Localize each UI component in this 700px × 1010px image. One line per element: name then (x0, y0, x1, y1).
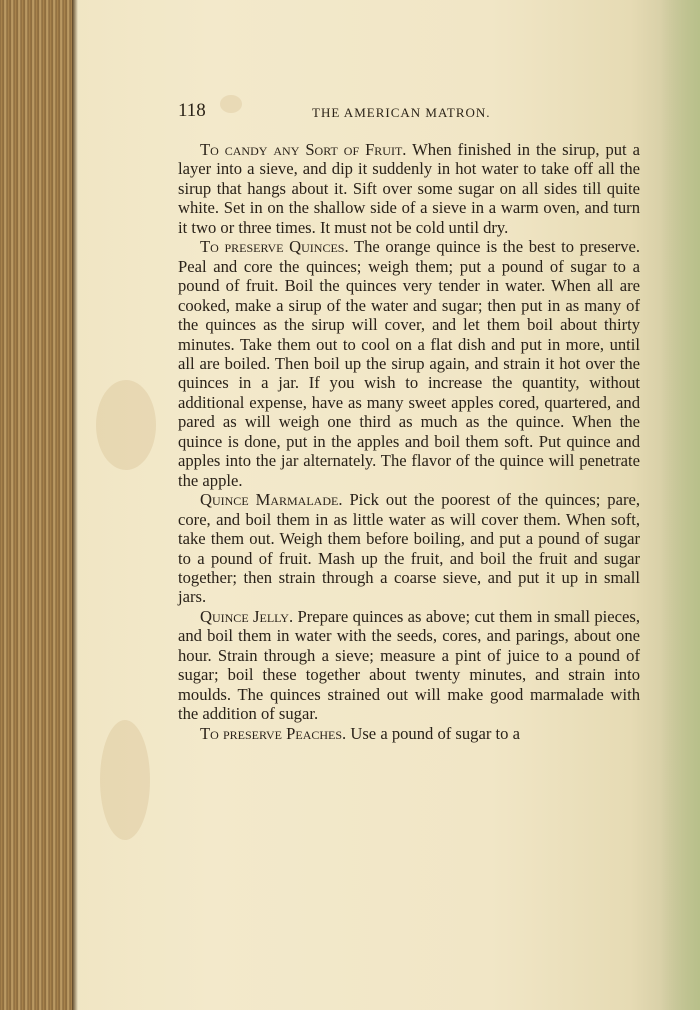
recipe-paragraph (178, 140, 640, 237)
recipe-text: Use a pound of sugar to a (350, 723, 520, 743)
recipe-heading: Quince Jelly. (200, 606, 294, 626)
page-edge-right (660, 0, 700, 1010)
recipe-text: The orange quince is the best to preserve. Peal and core the quinces; weigh them; put a pound of sugar to a pound of fruit. Boil the quinces very tender in water. When all are cooked, make a sirup of the water and sugar; then put in as many of the quinces as the sirup will cover, and let them boil about thirty minutes. Take them out to cool on a flat dish and put in more, until all are boiled. Then boil up the sirup again, and strain it hot over the quinces in a jar. If you wish to increase the quantity, without additional expense, have as many sweet apples cored, quartered, and pared as will weigh one third as much as the quince. When the quince is done, put in the apples and boil them soft. Put quince and apples into the jar alternately. The flavor of the quince will penetrate the apple. (178, 237, 641, 490)
recipe-paragraph (178, 607, 640, 724)
recipe-heading: To preserve Peaches. (200, 723, 347, 743)
page-body (178, 140, 640, 743)
recipe-text: Pick out the poorest of the quinces; pare, core, and boil them in as little water as will cover them. When soft, take them out. Weigh them before boiling, and put a pound of sugar to a pound of fruit. Mash up the fruit, and boil the fruit and sugar together; then strain through a coarse sieve, and put it up in small jars. (178, 490, 640, 607)
page-number: 118 (178, 100, 206, 121)
recipe-paragraph (178, 724, 640, 743)
paper-stain (96, 380, 156, 470)
recipe-paragraph (178, 237, 640, 490)
recipe-text: Prepare quinces as above; cut them in small pieces, and boil them in water with the seeds, cores, and parings, about one hour. Strain through a sieve; measure a pint of juice to a pound of sugar; boil these together about twenty minutes, and strain into moulds. The quinces strained out will make good marmalade with the addition of sugar. (178, 606, 640, 724)
paper-stain (100, 720, 150, 840)
recipe-heading: Quince Marmalade. (200, 490, 343, 510)
book-title: THE AMERICAN MATRON. (312, 105, 491, 120)
running-head (178, 100, 640, 124)
recipe-paragraph (178, 490, 640, 607)
recipe-heading: To preserve Quinces. (200, 237, 349, 257)
page-edge-left (0, 0, 72, 1010)
recipe-text: When finished in the sirup, put a layer into a sieve, and dip it suddenly in hot water to take off all the sirup that hangs about it. Sift over some sugar on all sides till quite white. Set in on the shallow side of a sieve in a warm oven, and turn it two or three times. It must not be cold until dry. (178, 140, 640, 237)
recipe-heading: To candy any Sort of Fruit. (200, 140, 407, 159)
